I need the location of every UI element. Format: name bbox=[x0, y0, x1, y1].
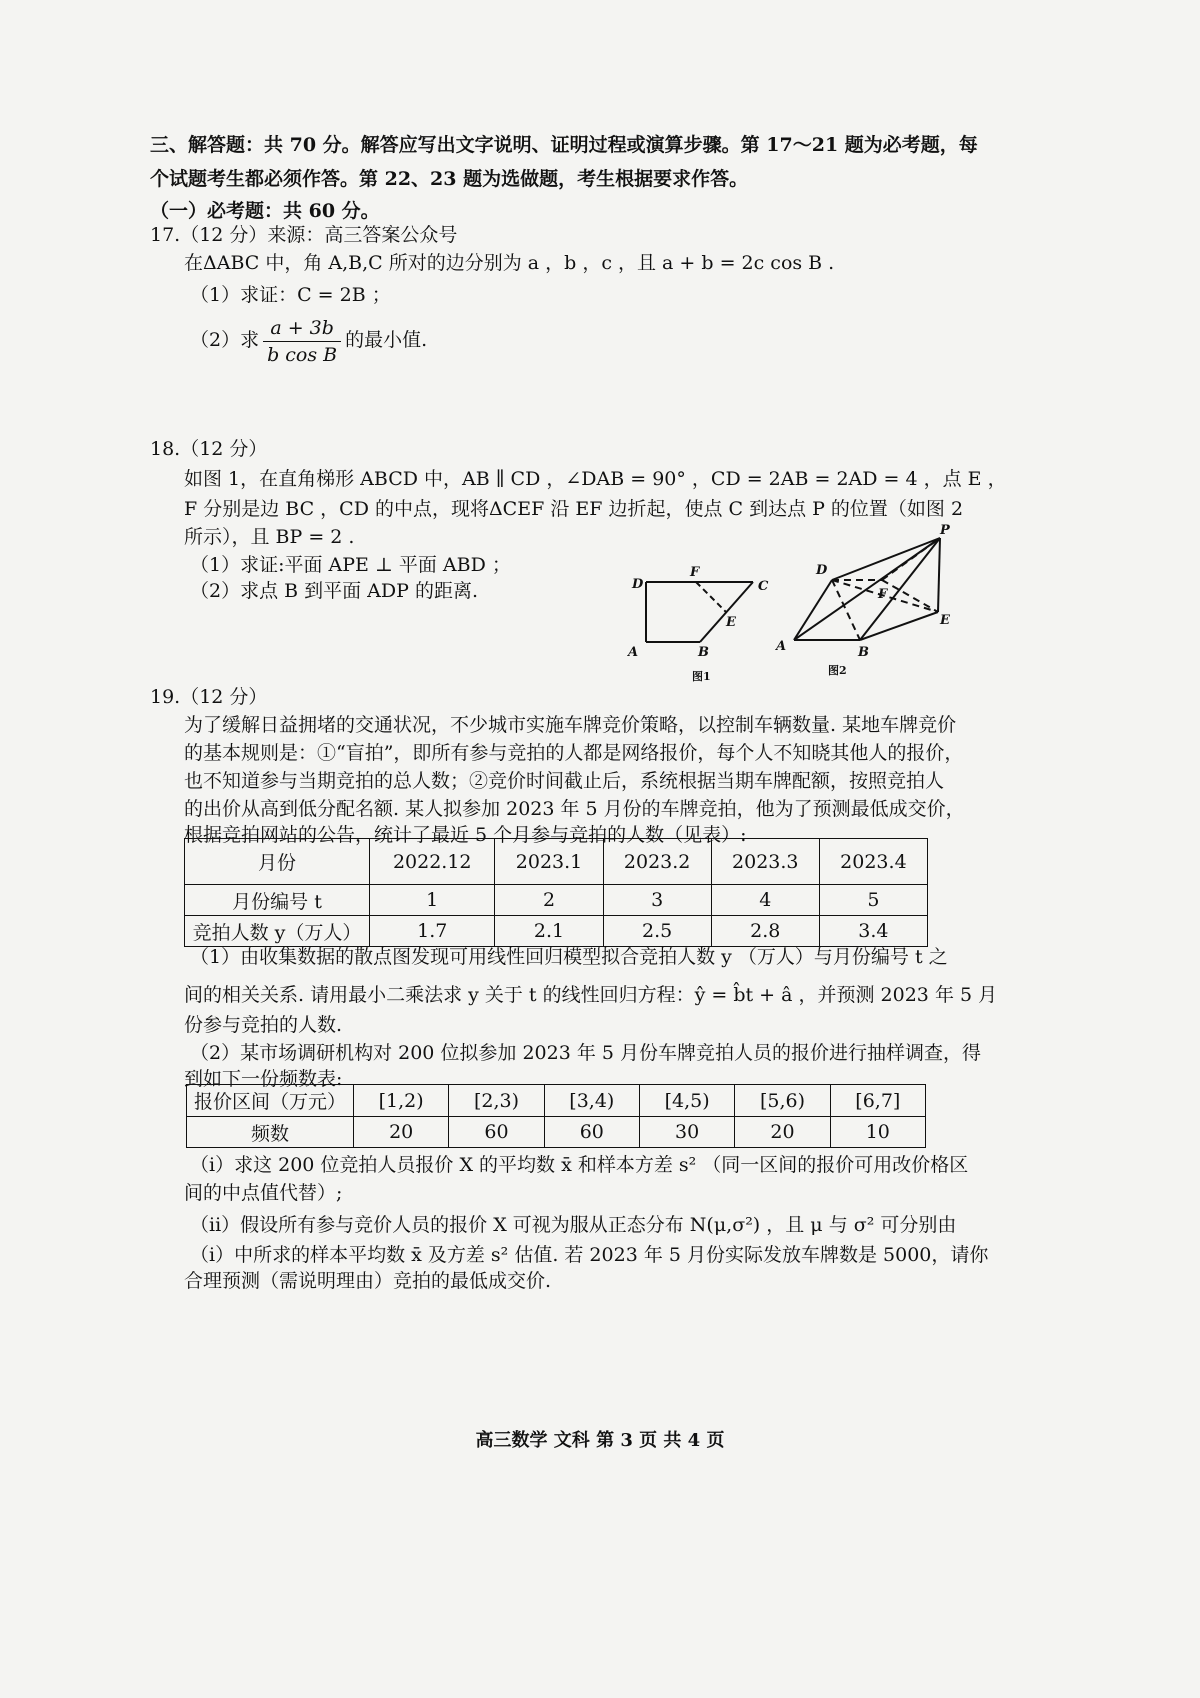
fig1-label-d: D bbox=[632, 577, 644, 592]
fig2-caption: 图2 bbox=[828, 664, 847, 677]
table-cell: 频数 bbox=[187, 1117, 354, 1148]
q18-stem-2: F 分别是边 BC ，CD 的中点，现将ΔCEF 沿 EF 边折起，使点 C 到达点 P 的位置（如图 2 bbox=[184, 498, 964, 520]
fig2-label-p: P bbox=[940, 523, 950, 538]
page-footer: 高三数学 文科 第 3 页 共 4 页 bbox=[475, 1430, 725, 1451]
q18-header: 18.（12 分） bbox=[150, 438, 268, 460]
table-cell: [1,2) bbox=[354, 1085, 449, 1117]
table-cell: 2023.3 bbox=[711, 839, 819, 885]
q19-para-1: 为了缓解日益拥堵的交通状况，不少城市实施车牌竞价策略，以控制车辆数量. 某地车牌竞价 bbox=[184, 714, 957, 736]
section-line-3: （一）必考题：共 60 分。 bbox=[150, 200, 380, 222]
q17-part2 bbox=[190, 310, 427, 370]
fig2-edge-ad bbox=[794, 580, 832, 640]
fig1-label-f: F bbox=[690, 565, 700, 580]
fig2-edge-ep bbox=[938, 538, 940, 612]
table-row bbox=[185, 885, 928, 916]
fig1-label-b: B bbox=[698, 645, 709, 660]
q19-para-2: 的基本规则是：①“盲拍”，即所有参与竞拍的人都是网络报价，每个人不知晓其他人的报价， bbox=[184, 742, 964, 764]
fig1-caption: 图1 bbox=[692, 670, 711, 683]
q19-i-line-1: （i）求这 200 位竞拍人员报价 X 的平均数 x̄ 和样本方差 s² （同一区间的报价可用改价格区 bbox=[190, 1154, 969, 1176]
q19-para-3: 也不知道参与当期竞拍的总人数；②竞价时间截止后，系统根据当期车牌配额，按照竞拍人 bbox=[184, 770, 945, 792]
table-cell: 60 bbox=[449, 1117, 544, 1148]
fig2-label-f: F bbox=[878, 587, 888, 602]
table-cell: [3,4) bbox=[544, 1085, 639, 1117]
auction-participants-table bbox=[184, 838, 928, 947]
q19-ii-line-3: 合理预测（需说明理由）竞拍的最低成交价. bbox=[184, 1270, 552, 1292]
table-cell: 月份编号 t bbox=[185, 885, 370, 916]
table-cell: 竞拍人数 y（万人） bbox=[185, 916, 370, 947]
table-cell: [4,5) bbox=[639, 1085, 734, 1117]
q19-q2-line-2: 到如下一份频数表: bbox=[184, 1068, 343, 1090]
figure-1-trapezoid bbox=[618, 560, 788, 690]
q19-ii-line-1: （ii）假设所有参与竞价人员的报价 X 可视为服从正态分布 N(μ,σ²) ，且 μ 与 σ² 可分别由 bbox=[190, 1214, 957, 1236]
table-cell: 2022.12 bbox=[370, 839, 495, 885]
q19-header: 19.（12 分） bbox=[150, 686, 268, 708]
table-cell: 10 bbox=[830, 1117, 925, 1148]
table-cell: [6,7] bbox=[830, 1085, 925, 1117]
q18-part1: （1）求证:平面 APE ⊥ 平面 ABD ； bbox=[190, 554, 511, 576]
table-cell: 报价区间（万元） bbox=[187, 1085, 354, 1117]
q17-fraction bbox=[263, 315, 341, 368]
q17-stem: 在ΔABC 中，角 A,B,C 所对的边分别为 a ，b ，c ，且 a + b = 2c cos B . bbox=[184, 252, 835, 274]
fig1-label-e: E bbox=[726, 615, 736, 630]
table-row bbox=[185, 839, 928, 885]
q19-para-4: 的出价从高到低分配名额. 某人拟参加 2023 年 5 月份的车牌竞拍，他为了预测最低成交价， bbox=[184, 798, 965, 820]
q19-para-5: 根据竞拍网站的公告，统计了最近 5 个月参与竞拍的人数（见表）: bbox=[184, 824, 747, 846]
q17-part1: （1）求证：C = 2B ； bbox=[190, 284, 391, 306]
q19-q1-line-3: 份参与竞拍的人数. bbox=[184, 1014, 343, 1036]
table-cell: 3 bbox=[603, 885, 711, 916]
q17-fraction-denominator: b cos B bbox=[267, 343, 338, 366]
table-cell: 2.8 bbox=[711, 916, 819, 947]
fig1-label-a: A bbox=[628, 645, 639, 660]
q17-part2-prefix: （2）求 bbox=[190, 329, 260, 351]
section-line-1: 三、解答题：共 70 分。解答应写出文字说明、证明过程或演算步骤。第 17～21 题为必考题，每 bbox=[150, 134, 978, 156]
table-cell: 20 bbox=[354, 1117, 449, 1148]
table-cell: 月份 bbox=[185, 839, 370, 885]
q17-fraction-numerator: a + 3b bbox=[263, 315, 341, 342]
q19-q1-line-2: 间的相关关系. 请用最小二乘法求 y 关于 t 的线性回归方程：ŷ = b̂t + â ，并预测 2023 年 5 月 bbox=[184, 984, 998, 1006]
table-cell: 30 bbox=[639, 1117, 734, 1148]
fig1-edge-bc bbox=[700, 582, 753, 642]
q18-stem-3: 所示），且 BP = 2 . bbox=[184, 526, 355, 548]
table-cell: 60 bbox=[544, 1117, 639, 1148]
table-cell: 2023.2 bbox=[603, 839, 711, 885]
figure-2-folded-solid bbox=[770, 522, 970, 688]
q18-part2: （2）求点 B 到平面 ADP 的距离. bbox=[190, 580, 478, 602]
table-cell: 2023.4 bbox=[819, 839, 927, 885]
table-row bbox=[185, 916, 928, 947]
fig2-edge-ap bbox=[794, 538, 940, 640]
fig1-fold-line-fe bbox=[696, 582, 726, 612]
q17-header: 17.（12 分）来源：高三答案公众号 bbox=[150, 224, 458, 246]
table-cell: 2023.1 bbox=[495, 839, 603, 885]
table-row bbox=[187, 1117, 926, 1148]
section-line-2: 个试题考生都必须作答。第 22、23 题为选做题，考生根据要求作答。 bbox=[150, 168, 749, 190]
table-cell: [2,3) bbox=[449, 1085, 544, 1117]
fig2-label-e: E bbox=[940, 613, 950, 628]
table-cell: 3.4 bbox=[819, 916, 927, 947]
table-cell: 4 bbox=[711, 885, 819, 916]
table-cell: 5 bbox=[819, 885, 927, 916]
fig2-dashed-fe bbox=[882, 580, 938, 612]
q19-q2-line-1: （2）某市场调研机构对 200 位拟参加 2023 年 5 月份车牌竞拍人员的报价进行抽样调查，得 bbox=[190, 1042, 982, 1064]
table-cell: 1.7 bbox=[370, 916, 495, 947]
q19-ii-line-2: （i）中所求的样本平均数 x̄ 及方差 s² 估值. 若 2023 年 5 月份实际发放车牌数是 5000，请你 bbox=[190, 1244, 989, 1266]
q19-q1-line-1: （1）由收集数据的散点图发现可用线性回归模型拟合竞拍人数 y （万人）与月份编号 t 之 bbox=[190, 946, 948, 968]
fig2-label-d: D bbox=[816, 563, 828, 578]
bid-frequency-table bbox=[186, 1084, 926, 1148]
table-cell: 2 bbox=[495, 885, 603, 916]
fig2-label-b: B bbox=[858, 645, 869, 660]
table-cell: 2.5 bbox=[603, 916, 711, 947]
table-cell: [5,6) bbox=[735, 1085, 830, 1117]
table-cell: 2.1 bbox=[495, 916, 603, 947]
q19-i-line-2: 间的中点值代替）; bbox=[184, 1182, 343, 1204]
fig2-label-a: A bbox=[776, 639, 787, 654]
table-cell: 1 bbox=[370, 885, 495, 916]
fig1-label-c: C bbox=[758, 579, 769, 594]
table-cell: 20 bbox=[735, 1117, 830, 1148]
table-row bbox=[187, 1085, 926, 1117]
q18-stem-1: 如图 1，在直角梯形 ABCD 中，AB ∥ CD ，∠DAB = 90° ，CD = 2AB = 2AD = 4 ，点 E ， bbox=[184, 468, 1007, 490]
q17-part2-suffix: 的最小值. bbox=[345, 329, 428, 351]
